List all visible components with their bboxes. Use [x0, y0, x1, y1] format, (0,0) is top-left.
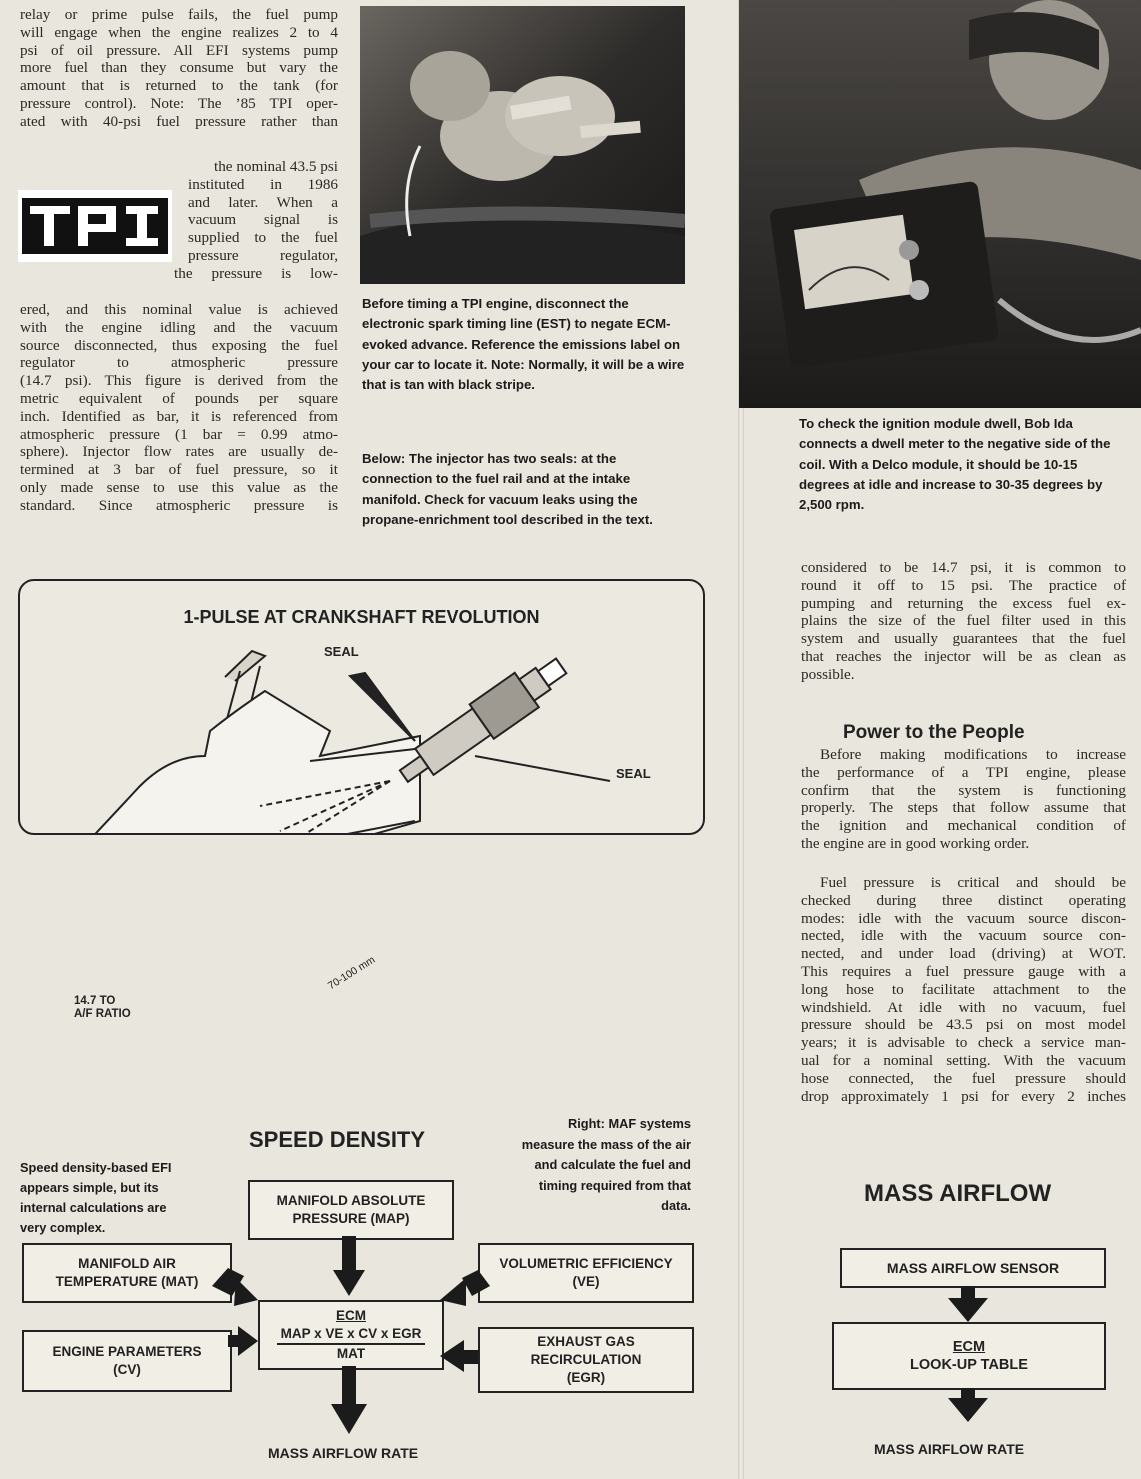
text-line: termined at 3 bar of fuel pressure, so it — [20, 461, 338, 479]
map-box-line: MANIFOLD ABSOLUTE — [276, 1193, 426, 1208]
ve-box-line: VOLUMETRIC EFFICIENCY — [499, 1256, 673, 1271]
text-line: hose connected, the fuel pressure should — [801, 1069, 1126, 1087]
text-line: Fuel pressure is critical and should be — [820, 874, 1126, 891]
text-line: relay or prime pulse fails, the fuel pump — [20, 6, 338, 23]
text-line: only made sense to use this value as the — [20, 478, 338, 496]
text-line: the pressure is low- — [174, 264, 338, 282]
text-line: instituted in 1986 — [188, 175, 338, 193]
text-line: pumping and returning the excess fuel ex- — [801, 594, 1126, 612]
text-line: vacuum signal is — [188, 211, 338, 229]
text-line: standard. Since atmospheric pressure is — [20, 496, 338, 514]
dwell-meter-photo — [739, 0, 1141, 408]
text-line: long hose to facilitate attachment to the — [801, 980, 1126, 998]
text-line: supplied to the fuel — [188, 229, 338, 247]
text-line: sphere). Injector flow rates are usually de- — [20, 443, 338, 461]
text-line: amount that is returned to the tank (for — [20, 77, 338, 95]
cv-box-line: (CV) — [113, 1362, 141, 1377]
mat-box-line: MANIFOLD AIR — [78, 1256, 176, 1271]
text-line: plains the size of the fuel filter used in this — [801, 612, 1126, 630]
text-line: and later. When a — [188, 193, 338, 211]
text-line: pressure regulator, — [188, 246, 338, 264]
speed-density-output: MASS AIRFLOW RATE — [268, 1445, 419, 1461]
text-line: metric equivalent of pounds per square — [20, 389, 338, 407]
ratio-label-line: A/F RATIO — [74, 1008, 131, 1020]
text-line: checked during three distinct operating — [801, 891, 1126, 909]
dwell-meter-photo-art — [739, 0, 1141, 408]
ecm-formula: MAP x VE x CV x EGR — [277, 1325, 426, 1345]
text-line: ered, and this nominal value is achieved — [20, 301, 338, 318]
text-line: round it off to 15 psi. The practice of — [801, 576, 1126, 594]
text-line: system and usually guarantees that the fuel — [801, 630, 1126, 648]
text-line: the performance of a TPI engine, please — [801, 763, 1126, 781]
maf-sensor-label: MASS AIRFLOW SENSOR — [886, 1260, 1060, 1276]
text-line: will engage when the engine realizes 2 to 4 — [20, 23, 338, 41]
map-box-line: PRESSURE (MAP) — [292, 1211, 410, 1226]
text-line: nected, and under load (driving) at WOT. — [801, 945, 1126, 963]
egr-box-line: RECIRCULATION — [530, 1352, 642, 1367]
section-heading: Power to the People — [843, 722, 1025, 743]
right-column-para1 — [801, 559, 1126, 684]
text-line: modes: idle with the vacuum source discon- — [801, 909, 1126, 927]
maf-ecm-title: ECM — [952, 1339, 986, 1355]
maf-caption: Right: MAF systems measure the mass of the air and calculate the fuel and timing required from that data. — [521, 1116, 691, 1213]
text-line: that reaches the injector will be as clean as — [801, 647, 1126, 665]
mass-airflow-output: MASS AIRFLOW RATE — [874, 1441, 1025, 1457]
text-line: This requires a fuel pressure gauge with a — [801, 962, 1126, 980]
text-line: the nominal 43.5 psi — [213, 158, 338, 175]
text-line: ated with 40-psi fuel pressure rather than — [20, 112, 338, 130]
diagram-title: 1-PULSE AT CRANKSHAFT REVOLUTION — [183, 607, 540, 627]
text-line: properly. The steps that follow assume that — [801, 799, 1126, 817]
egr-box-line: EXHAUST GAS — [537, 1334, 635, 1349]
seal-label-right: SEAL — [616, 766, 651, 781]
egr-box-line: (EGR) — [566, 1370, 606, 1385]
speed-density-caption: Speed density-based EFI appears simple, but its internal calculations are very complex. — [20, 1160, 172, 1235]
mass-airflow-title: MASS AIRFLOW — [864, 1180, 1052, 1207]
text-line: nected, idle with the vacuum source con- — [801, 927, 1126, 945]
speed-density-title: SPEED DENSITY — [249, 1127, 426, 1152]
ve-box-line: (VE) — [572, 1274, 600, 1289]
text-line: more fuel than they consume but vary the — [20, 59, 338, 77]
text-line: Before making modifications to increase — [820, 746, 1126, 763]
text-line: confirm that the system is functioning — [801, 781, 1126, 799]
right-column-para2 — [801, 746, 1126, 853]
text-line: drop approximately 1 psi for every 2 inches — [801, 1087, 1126, 1105]
text-line: pressure should be 43.5 psi on most model — [801, 1016, 1126, 1034]
ecm-divisor: MAT — [336, 1346, 366, 1361]
ecm-title: ECM — [336, 1308, 366, 1323]
text-line: source disconnected, thus exposing the fuel — [20, 336, 338, 354]
text-line: the ignition and mechanical condition of — [801, 817, 1126, 835]
text-line: considered to be 14.7 psi, it is common to — [801, 559, 1126, 576]
est-caption: Before timing a TPI engine, disconnect the electronic spark timing line (EST) to negate ECM-evoked advance. Reference the emissions label on your car to locate it. Note: Normally, it will be a wire that is tan with black stripe. — [362, 296, 685, 393]
mat-box-line: TEMPERATURE (MAT) — [55, 1274, 199, 1289]
right-column-para3 — [801, 874, 1126, 1105]
distance-label: 70-100 mm — [325, 953, 378, 993]
injector-caption: Below: The injector has two seals: at the connection to the fuel rail and at the intake manifold. Check for vacuum leaks using the propane-enrichment tool described in the text. — [362, 451, 653, 527]
text-line: inch. Identified as bar, it is referenced from — [20, 407, 338, 425]
text-line: possible. — [801, 665, 855, 683]
text-line: psi of oil pressure. All EFI systems pump — [20, 41, 338, 59]
text-line: regulator to atmospheric pressure — [20, 354, 338, 372]
text-line: windshield. At idle with no vacuum, fuel — [801, 998, 1126, 1016]
text-line: (14.7 psi). This figure is derived from the — [20, 372, 338, 390]
mass-airflow-arrows — [740, 1280, 1141, 1430]
text-line: ual for a nominal setting. With the vacuum — [801, 1051, 1126, 1069]
text-line: years; it is advisable to check a service man- — [801, 1034, 1126, 1052]
maf-ecm-line: LOOK-UP TABLE — [910, 1357, 1028, 1373]
ratio-label-line: 14.7 TO — [74, 995, 116, 1007]
text-line: the engine are in good working order. — [801, 834, 1030, 852]
text-line: with the engine idling and the vacuum — [20, 318, 338, 336]
cv-box-line: ENGINE PARAMETERS — [52, 1344, 202, 1359]
text-line: atmospheric pressure (1 bar = 0.99 atmo- — [20, 425, 338, 443]
seal-label-top: SEAL — [324, 644, 359, 659]
text-line: pressure control). Note: The ’85 TPI oper- — [20, 94, 338, 112]
dwell-caption: To check the ignition module dwell, Bob Ida connects a dwell meter to the negative side of the coil. With a Delco module, it should be 10-15 degrees at idle and increase to 30-35 degrees by 2,500 rpm. — [799, 416, 1111, 513]
